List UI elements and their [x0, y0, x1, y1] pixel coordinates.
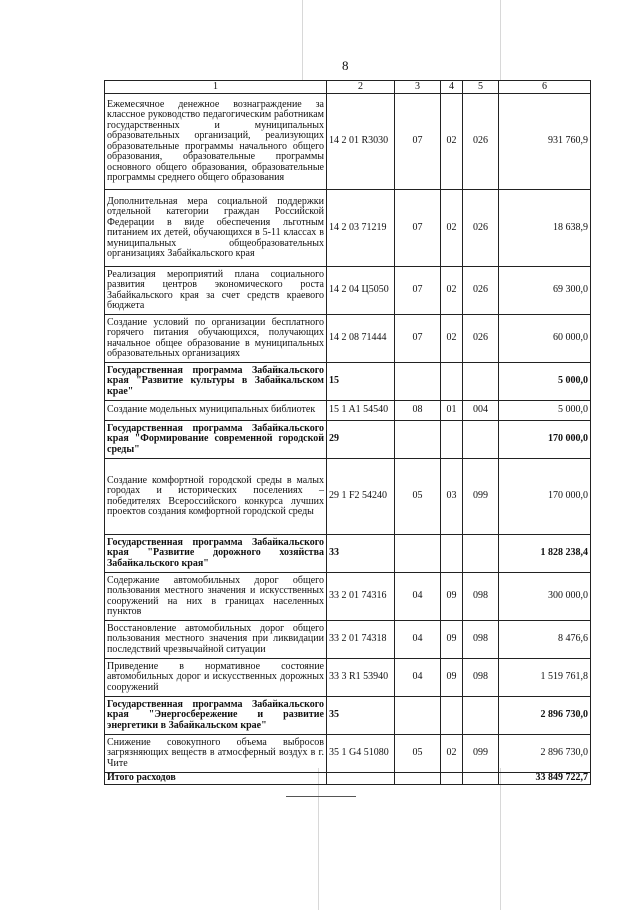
row-amount: 18 638,9	[499, 190, 591, 267]
row-section	[395, 421, 441, 459]
row-section: 08	[395, 401, 441, 421]
row-subsection	[441, 773, 463, 785]
row-name: Государственная программа Забайкальского края "Формирование современной городской среды"	[105, 421, 327, 459]
row-type: 026	[463, 315, 499, 363]
row-code: 15 1 A1 54540	[327, 401, 395, 421]
row-name: Государственная программа Забайкальского края "Энергосбережение и развитие энергетики в Забайкальском крае"	[105, 697, 327, 735]
row-code: 35	[327, 697, 395, 735]
row-type: 004	[463, 401, 499, 421]
row-amount: 2 896 730,0	[499, 697, 591, 735]
table-row	[105, 315, 591, 363]
row-section	[395, 697, 441, 735]
row-section: 07	[395, 94, 441, 190]
row-amount: 60 000,0	[499, 315, 591, 363]
budget-table	[104, 80, 591, 785]
row-subsection: 02	[441, 315, 463, 363]
table-header-row	[105, 81, 591, 94]
row-type	[463, 697, 499, 735]
row-type: 099	[463, 735, 499, 773]
row-type: 098	[463, 573, 499, 621]
table-row	[105, 697, 591, 735]
row-type: 098	[463, 659, 499, 697]
row-section: 04	[395, 573, 441, 621]
row-subsection: 09	[441, 621, 463, 659]
row-name: Содержание автомобильных дорог общего пользования местного значения и искусственных сооружений на них в границах населенных пунктов	[105, 573, 327, 621]
row-section	[395, 773, 441, 785]
table-row	[105, 459, 591, 535]
row-amount: 931 760,9	[499, 94, 591, 190]
row-code: 14 2 04 Ц5050	[327, 267, 395, 315]
row-type: 098	[463, 621, 499, 659]
row-subsection	[441, 697, 463, 735]
scan-artifact-line	[318, 768, 319, 910]
table-row	[105, 421, 591, 459]
scan-artifact-line	[500, 768, 501, 910]
row-code: 15	[327, 363, 395, 401]
row-name: Создание условий по организации бесплатного горячего питания обучающихся, получающих начальное общее образование в муниципальных образовательных организациях	[105, 315, 327, 363]
row-name: Снижение совокупного объема выбросов загрязняющих веществ в атмосферный воздух в г. Чите	[105, 735, 327, 773]
row-name: Создание модельных муниципальных библиотек	[105, 401, 327, 421]
row-code: 33 3 R1 53940	[327, 659, 395, 697]
column-header: 6	[499, 81, 591, 94]
signature-line	[286, 796, 356, 797]
scan-artifact-line	[302, 0, 303, 80]
row-subsection: 02	[441, 190, 463, 267]
row-amount: 8 476,6	[499, 621, 591, 659]
row-type: 026	[463, 267, 499, 315]
scan-artifact-line	[500, 0, 501, 80]
row-code: 35 1 G4 51080	[327, 735, 395, 773]
row-amount: 1 828 238,4	[499, 535, 591, 573]
table-row	[105, 94, 591, 190]
row-name: Государственная программа Забайкальского края "Развитие культуры в Забайкальском крае"	[105, 363, 327, 401]
row-type: 099	[463, 459, 499, 535]
row-type	[463, 363, 499, 401]
row-type	[463, 773, 499, 785]
row-amount: 5 000,0	[499, 363, 591, 401]
table-row	[105, 190, 591, 267]
row-name: Государственная программа Забайкальского края "Развитие дорожного хозяйства Забайкальского края"	[105, 535, 327, 573]
row-subsection: 01	[441, 401, 463, 421]
row-type	[463, 421, 499, 459]
row-type: 026	[463, 94, 499, 190]
row-amount: 33 849 722,7	[499, 773, 591, 785]
table-row	[105, 267, 591, 315]
row-section: 07	[395, 315, 441, 363]
row-subsection: 09	[441, 659, 463, 697]
row-subsection	[441, 421, 463, 459]
row-code: 14 2 03 71219	[327, 190, 395, 267]
column-header: 5	[463, 81, 499, 94]
row-type	[463, 535, 499, 573]
row-name: Итого расходов	[105, 773, 327, 785]
row-code: 29	[327, 421, 395, 459]
row-name: Создание комфортной городской среды в малых городах и исторических поселениях – победителях Всероссийского конкурса лучших проектов создания комфортной городской среды	[105, 459, 327, 535]
table-row	[105, 535, 591, 573]
row-code: 33	[327, 535, 395, 573]
row-amount: 170 000,0	[499, 421, 591, 459]
column-header: 1	[105, 81, 327, 94]
row-section: 05	[395, 459, 441, 535]
row-name: Приведение в нормативное состояние автомобильных дорог и искусственных дорожных сооружений	[105, 659, 327, 697]
table-row	[105, 621, 591, 659]
row-subsection: 02	[441, 735, 463, 773]
row-type: 026	[463, 190, 499, 267]
row-code: 33 2 01 74316	[327, 573, 395, 621]
row-code	[327, 773, 395, 785]
row-section: 07	[395, 267, 441, 315]
row-name: Восстановление автомобильных дорог общего пользования местного значения при ликвидации последствий чрезвычайной ситуации	[105, 621, 327, 659]
row-code: 33 2 01 74318	[327, 621, 395, 659]
page-number: 8	[342, 58, 349, 73]
row-amount: 2 896 730,0	[499, 735, 591, 773]
row-subsection: 02	[441, 94, 463, 190]
row-name: Ежемесячное денежное вознаграждение за классное руководство педагогическим работникам государственных и муниципальных образовательных организаций, реализующих образовательные программы начального общего образования, образовательные программы основного общего образования, образовательные программы среднего общего образования	[105, 94, 327, 190]
table-row	[105, 735, 591, 773]
row-subsection	[441, 535, 463, 573]
row-subsection: 09	[441, 573, 463, 621]
row-section: 04	[395, 621, 441, 659]
table-row	[105, 401, 591, 421]
column-header: 2	[327, 81, 395, 94]
row-code: 29 1 F2 54240	[327, 459, 395, 535]
table-row	[105, 363, 591, 401]
table-row	[105, 573, 591, 621]
row-section: 07	[395, 190, 441, 267]
column-header: 4	[441, 81, 463, 94]
row-amount: 1 519 761,8	[499, 659, 591, 697]
row-name: Дополнительная мера социальной поддержки отдельной категории граждан Российской Федерации в виде обеспечения льготным питанием их детей, обучающихся в 5-11 классах в муниципальных общеобразовательных организациях Забайкальского края	[105, 190, 327, 267]
column-header: 3	[395, 81, 441, 94]
row-section: 04	[395, 659, 441, 697]
row-amount: 300 000,0	[499, 573, 591, 621]
row-code: 14 2 08 71444	[327, 315, 395, 363]
row-name: Реализация мероприятий плана социального развития центров экономического роста Забайкальского края за счет средств краевого бюджета	[105, 267, 327, 315]
row-section	[395, 535, 441, 573]
row-subsection	[441, 363, 463, 401]
row-subsection: 03	[441, 459, 463, 535]
table-row	[105, 659, 591, 697]
row-subsection: 02	[441, 267, 463, 315]
table-row	[105, 773, 591, 785]
row-amount: 170 000,0	[499, 459, 591, 535]
row-code: 14 2 01 R3030	[327, 94, 395, 190]
row-section	[395, 363, 441, 401]
row-section: 05	[395, 735, 441, 773]
row-amount: 69 300,0	[499, 267, 591, 315]
row-amount: 5 000,0	[499, 401, 591, 421]
